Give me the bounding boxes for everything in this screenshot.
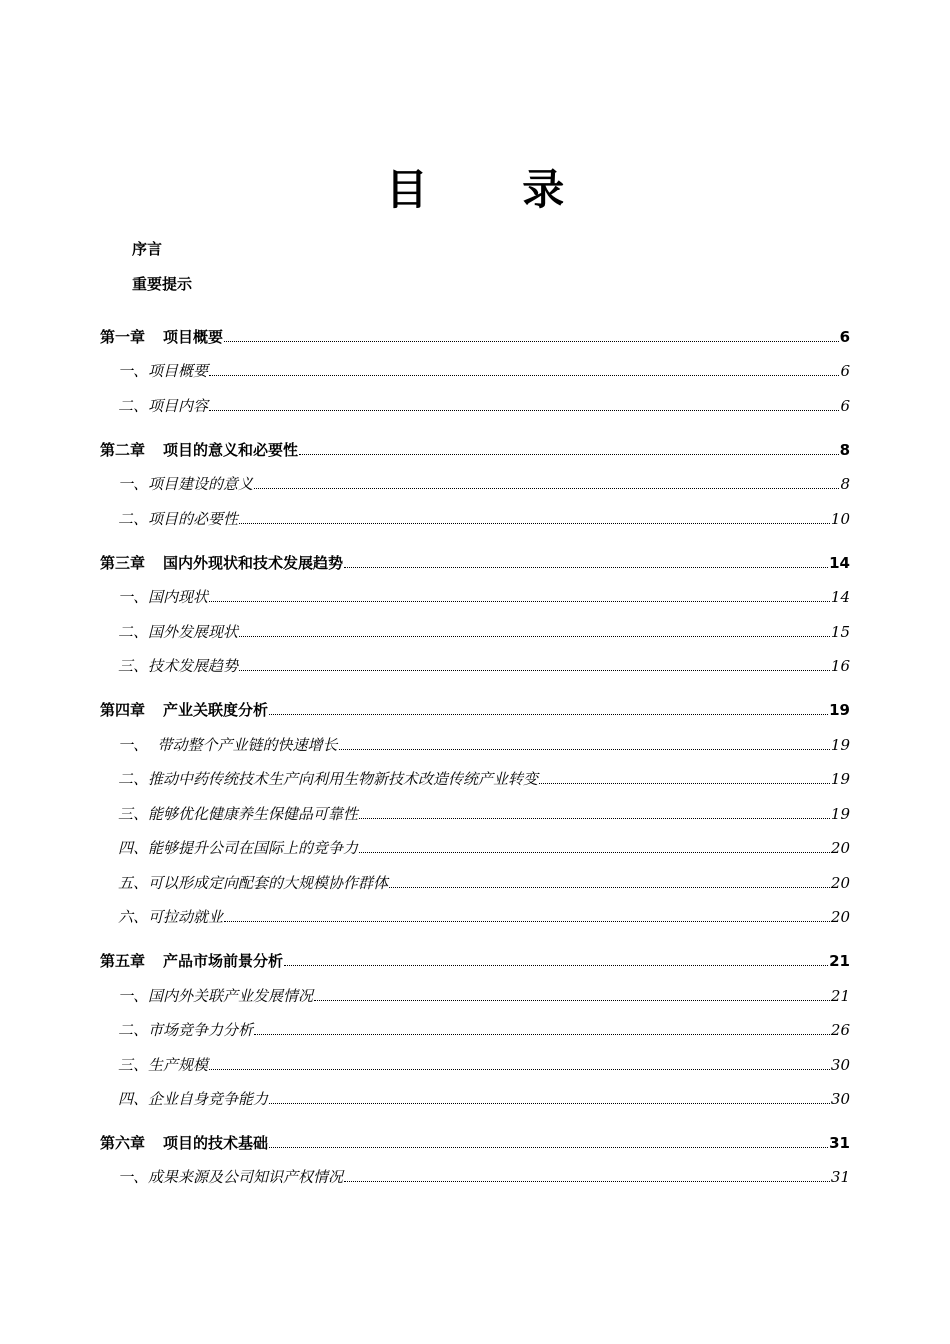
toc-entry-label: 可以形成定向配套的大规模协作群体 [148, 874, 389, 892]
toc-leader-dots [254, 488, 839, 489]
toc-entry-page-number: 19 [829, 701, 850, 719]
toc-entry-page-number: 31 [830, 1168, 850, 1186]
toc-section-entry[interactable] [118, 837, 850, 858]
toc-entry-label: 产品市场前景分析 [163, 952, 284, 970]
toc-section-entry[interactable] [118, 872, 850, 893]
toc-entry-page-number: 16 [830, 657, 850, 675]
toc-entry-number: 一、 [118, 475, 149, 493]
toc-entry-number: 一、 [118, 362, 149, 380]
page-title: 目 录 [385, 165, 605, 214]
toc-entry-label: 项目内容 [148, 397, 209, 415]
toc-entry-page-number: 14 [829, 554, 850, 572]
toc-entry-page-number: 15 [830, 623, 850, 641]
toc-entry-label: 项目的必要性 [148, 510, 239, 528]
toc-entry-number: 一、 [118, 987, 149, 1005]
toc-entry-label: 带动整个产业链的快速增长 [148, 736, 338, 754]
toc-entry-label: 项目概要 [163, 328, 224, 346]
toc-entry-label: 能够优化健康养生保健品可靠性 [148, 805, 359, 823]
toc-chapter-entry[interactable] [100, 439, 850, 460]
toc-entry-label: 推动中药传统技术生产向利用生物新技术改造传统产业转变 [148, 770, 539, 788]
intro-item-preface[interactable]: 序言 [132, 240, 163, 258]
toc-entry-label: 成果来源及公司知识产权情况 [148, 1168, 344, 1186]
toc-entry-page-number: 19 [830, 736, 850, 754]
toc-leader-dots [269, 1147, 828, 1148]
toc-entry-page-number: 20 [830, 874, 850, 892]
toc-entry-number: 第三章 [100, 554, 146, 572]
toc-section-entry[interactable] [118, 1088, 850, 1109]
toc-entry-page-number: 14 [830, 588, 850, 606]
toc-leader-dots [239, 523, 830, 524]
toc-section-entry[interactable] [118, 906, 850, 927]
toc-leader-dots [254, 1034, 830, 1035]
toc-entry-page-number: 21 [829, 952, 850, 970]
toc-section-entry[interactable] [118, 360, 850, 381]
toc-entry-number: 一、 [118, 736, 149, 754]
toc-section-entry[interactable] [118, 508, 850, 529]
toc-leader-dots [539, 783, 830, 784]
toc-leader-dots [209, 375, 839, 376]
toc-entry-number: 三、 [118, 657, 149, 675]
toc-entry-page-number: 20 [830, 839, 850, 857]
toc-entry-number: 第二章 [100, 441, 146, 459]
toc-entry-number: 二、 [118, 510, 149, 528]
toc-entry-label: 产业关联度分析 [163, 701, 269, 719]
toc-leader-dots [359, 852, 830, 853]
toc-entry-label: 生产规模 [148, 1056, 209, 1074]
toc-entry-number: 第四章 [100, 701, 146, 719]
toc-leader-dots [209, 601, 830, 602]
toc-chapter-entry[interactable] [100, 950, 850, 971]
toc-entry-number: 二、 [118, 1021, 149, 1039]
toc-entry-number: 六、 [118, 908, 149, 926]
toc-entry-number: 第六章 [100, 1134, 146, 1152]
toc-section-entry[interactable] [118, 768, 850, 789]
toc-chapter-entry[interactable] [100, 552, 850, 573]
toc-entry-page-number: 19 [830, 805, 850, 823]
toc-leader-dots [344, 567, 828, 568]
toc-leader-dots [209, 410, 839, 411]
toc-entry-number: 第五章 [100, 952, 146, 970]
toc-entry-label: 能够提升公司在国际上的竞争力 [148, 839, 359, 857]
intro-item-notice[interactable]: 重要提示 [132, 275, 193, 293]
toc-section-entry[interactable] [118, 586, 850, 607]
toc-section-entry[interactable] [118, 1019, 850, 1040]
toc-leader-dots [224, 921, 830, 922]
toc-entry-page-number: 8 [840, 475, 850, 493]
toc-entry-page-number: 31 [829, 1134, 850, 1152]
toc-entry-page-number: 6 [840, 362, 850, 380]
toc-chapter-entry[interactable] [100, 326, 850, 347]
toc-leader-dots [359, 818, 830, 819]
toc-entry-number: 五、 [118, 874, 149, 892]
toc-entry-label: 项目的意义和必要性 [163, 441, 299, 459]
toc-leader-dots [339, 749, 830, 750]
toc-leader-dots [239, 636, 830, 637]
toc-entry-label: 项目概要 [148, 362, 209, 380]
toc-entry-label: 企业自身竞争能力 [148, 1090, 269, 1108]
toc-entry-number: 一、 [118, 1168, 149, 1186]
toc-entry-number: 三、 [118, 805, 149, 823]
toc-entry-label: 国内外关联产业发展情况 [148, 987, 314, 1005]
toc-leader-dots [224, 341, 839, 342]
toc-leader-dots [299, 454, 839, 455]
toc-entry-number: 二、 [118, 623, 149, 641]
toc-entry-page-number: 30 [830, 1090, 850, 1108]
toc-entry-number: 第一章 [100, 328, 146, 346]
toc-leader-dots [269, 714, 828, 715]
toc-section-entry[interactable] [118, 1054, 850, 1075]
toc-entry-page-number: 26 [830, 1021, 850, 1039]
toc-section-entry[interactable] [118, 621, 850, 642]
toc-leader-dots [269, 1103, 830, 1104]
toc-leader-dots [344, 1181, 830, 1182]
toc-entry-label: 国内外现状和技术发展趋势 [163, 554, 344, 572]
toc-entry-label: 国外发展现状 [148, 623, 239, 641]
toc-entry-label: 可拉动就业 [148, 908, 224, 926]
toc-entry-page-number: 21 [830, 987, 850, 1005]
toc-entry-label: 市场竞争力分析 [148, 1021, 254, 1039]
toc-leader-dots [239, 670, 830, 671]
toc-entry-page-number: 6 [840, 397, 850, 415]
toc-entry-number: 三、 [118, 1056, 149, 1074]
toc-entry-number: 二、 [118, 397, 149, 415]
toc-entry-page-number: 8 [839, 441, 850, 459]
toc-entry-label: 项目建设的意义 [148, 475, 254, 493]
toc-section-entry[interactable] [118, 734, 850, 755]
toc-leader-dots [314, 1000, 830, 1001]
toc-entry-label: 项目的技术基础 [163, 1134, 269, 1152]
toc-entry-number: 四、 [118, 1090, 149, 1108]
toc-section-entry[interactable] [118, 1166, 850, 1187]
toc-entry-page-number: 20 [830, 908, 850, 926]
toc-chapter-entry[interactable] [100, 1132, 850, 1153]
toc-entry-label: 国内现状 [148, 588, 209, 606]
toc-leader-dots [284, 965, 828, 966]
toc-entry-page-number: 19 [830, 770, 850, 788]
toc-section-entry[interactable] [118, 395, 850, 416]
toc-entry-number: 二、 [118, 770, 149, 788]
toc-entry-number: 四、 [118, 839, 149, 857]
toc-leader-dots [389, 887, 830, 888]
toc-entry-page-number: 30 [830, 1056, 850, 1074]
toc-entry-page-number: 6 [839, 328, 850, 346]
toc-section-entry[interactable] [118, 655, 850, 676]
toc-entry-label: 技术发展趋势 [148, 657, 239, 675]
toc-entry-page-number: 10 [830, 510, 850, 528]
toc-entry-number: 一、 [118, 588, 149, 606]
toc-chapter-entry[interactable] [100, 699, 850, 720]
toc-section-entry[interactable] [118, 473, 850, 494]
toc-leader-dots [209, 1069, 830, 1070]
toc-section-entry[interactable] [118, 985, 850, 1006]
toc-section-entry[interactable] [118, 803, 850, 824]
